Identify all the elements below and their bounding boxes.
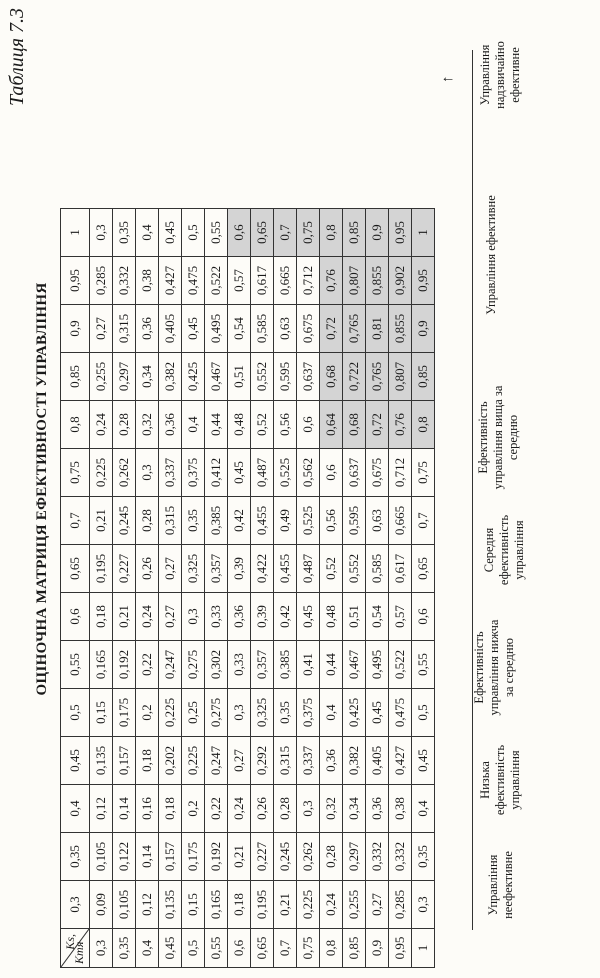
value-cell: 0,45: [297, 593, 320, 641]
value-cell: 0,25: [182, 689, 205, 737]
value-cell: 0,165: [205, 881, 228, 929]
value-cell: 0,552: [251, 353, 274, 401]
value-cell: 0,475: [182, 257, 205, 305]
value-cell: 0,28: [274, 785, 297, 833]
value-cell: 0,21: [228, 833, 251, 881]
value-cell: 0,105: [90, 833, 113, 881]
value-cell: 0,225: [90, 449, 113, 497]
column-header: 0,35: [61, 833, 90, 881]
value-cell: 0,52: [251, 401, 274, 449]
value-cell: 0,522: [205, 257, 228, 305]
legend-label-ineffective: Управління неефективне: [486, 851, 515, 919]
value-cell: 0,165: [90, 641, 113, 689]
value-cell: 0,332: [389, 833, 412, 881]
value-cell: 0,21: [274, 881, 297, 929]
value-cell: 0,4: [320, 689, 343, 737]
row-header: 0,8: [320, 929, 343, 968]
value-cell: 0,24: [136, 593, 159, 641]
arrow-icon: ↑: [440, 75, 456, 83]
value-cell: 0,48: [228, 401, 251, 449]
value-cell: 0,325: [251, 689, 274, 737]
value-cell: 0,382: [343, 737, 366, 785]
value-cell: 0,32: [136, 401, 159, 449]
value-cell: 0,6: [228, 209, 251, 257]
value-cell: 0,76: [389, 401, 412, 449]
value-cell: 0,27: [228, 737, 251, 785]
value-cell: 0,255: [90, 353, 113, 401]
value-cell: 0,8: [320, 209, 343, 257]
row-header: 0,4: [136, 929, 159, 968]
legend-label-extremely-effective: Управління надзвичайно ефективне: [478, 41, 522, 109]
value-cell: 0,562: [297, 449, 320, 497]
value-cell: 0,9: [412, 305, 435, 353]
value-cell: 0,55: [412, 641, 435, 689]
value-cell: 0,95: [389, 209, 412, 257]
value-cell: 0,525: [297, 497, 320, 545]
value-cell: 0,22: [136, 641, 159, 689]
row-header: 0,7: [274, 929, 297, 968]
table-row: [228, 209, 251, 968]
value-cell: 0,75: [412, 449, 435, 497]
value-cell: 0,712: [389, 449, 412, 497]
value-cell: 0,39: [251, 593, 274, 641]
column-header: 0,7: [61, 497, 90, 545]
value-cell: 0,45: [182, 305, 205, 353]
table-row: [251, 209, 274, 968]
value-cell: 0,26: [136, 545, 159, 593]
value-cell: 0,49: [274, 497, 297, 545]
value-cell: 0,195: [251, 881, 274, 929]
table-row: [274, 209, 297, 968]
value-cell: 0,467: [343, 641, 366, 689]
row-header: 0,95: [389, 929, 412, 968]
value-cell: 0,495: [205, 305, 228, 353]
value-cell: 0,427: [389, 737, 412, 785]
value-cell: 0,3: [90, 209, 113, 257]
value-cell: 0,455: [251, 497, 274, 545]
value-cell: 0,135: [159, 881, 182, 929]
value-cell: 0,722: [343, 353, 366, 401]
value-cell: 0,422: [251, 545, 274, 593]
value-cell: 0,247: [159, 641, 182, 689]
table-row: [389, 209, 412, 968]
value-cell: 0,34: [343, 785, 366, 833]
value-cell: 0,14: [136, 833, 159, 881]
value-cell: 0,9: [366, 209, 389, 257]
value-cell: 0,2: [182, 785, 205, 833]
value-cell: 0,4: [182, 401, 205, 449]
row-header: 0,55: [205, 929, 228, 968]
value-cell: 0,14: [113, 785, 136, 833]
value-cell: 0,3: [412, 881, 435, 929]
value-cell: 0,85: [343, 209, 366, 257]
value-cell: 0,675: [366, 449, 389, 497]
value-cell: 0,42: [228, 497, 251, 545]
value-cell: 0,427: [159, 257, 182, 305]
value-cell: 0,3: [228, 689, 251, 737]
value-cell: 0,2: [136, 689, 159, 737]
value-cell: 0,21: [90, 497, 113, 545]
value-cell: 0,4: [412, 785, 435, 833]
value-cell: 0,285: [389, 881, 412, 929]
legend-label-low: Низька ефективність управління: [478, 744, 522, 816]
value-cell: 0,5: [412, 689, 435, 737]
value-cell: 0,375: [182, 449, 205, 497]
value-cell: 0,54: [366, 593, 389, 641]
value-cell: 0,262: [113, 449, 136, 497]
value-cell: 0,325: [182, 545, 205, 593]
value-cell: 0,337: [159, 449, 182, 497]
value-cell: 0,24: [228, 785, 251, 833]
value-cell: 0,332: [366, 833, 389, 881]
table-row: [366, 209, 389, 968]
value-cell: 0,6: [320, 449, 343, 497]
column-header: 1: [61, 209, 90, 257]
value-cell: 0,26: [251, 785, 274, 833]
value-cell: 0,585: [251, 305, 274, 353]
value-cell: 0,3: [182, 593, 205, 641]
value-cell: 0,637: [297, 353, 320, 401]
value-cell: 0,765: [366, 353, 389, 401]
value-cell: 0,68: [320, 353, 343, 401]
value-cell: 0,55: [205, 209, 228, 257]
value-cell: 0,467: [205, 353, 228, 401]
value-cell: 0,175: [113, 689, 136, 737]
table-row: [159, 209, 182, 968]
table-row: [136, 209, 159, 968]
value-cell: 0,357: [251, 641, 274, 689]
value-cell: 0,405: [159, 305, 182, 353]
value-cell: 0,525: [274, 449, 297, 497]
table-title: ОЦІНОЧНА МАТРИЦЯ ЕФЕКТИВНОСТІ УПРАВЛІННЯ: [34, 282, 50, 696]
value-cell: 0,36: [320, 737, 343, 785]
value-cell: 0,675: [297, 305, 320, 353]
value-cell: 0,12: [136, 881, 159, 929]
value-cell: 0,15: [182, 881, 205, 929]
value-cell: 0,15: [90, 689, 113, 737]
value-cell: 0,585: [366, 545, 389, 593]
value-cell: 0,595: [274, 353, 297, 401]
value-cell: 0,24: [320, 881, 343, 929]
value-cell: 0,285: [90, 257, 113, 305]
row-header: 0,75: [297, 929, 320, 968]
value-cell: 0,35: [412, 833, 435, 881]
row-header: 0,9: [366, 929, 389, 968]
value-cell: 0,297: [113, 353, 136, 401]
value-cell: 0,255: [343, 881, 366, 929]
value-cell: 0,38: [389, 785, 412, 833]
value-cell: 0,375: [297, 689, 320, 737]
value-cell: 0,665: [389, 497, 412, 545]
value-cell: 0,332: [113, 257, 136, 305]
value-cell: 0,425: [182, 353, 205, 401]
value-cell: 0,34: [136, 353, 159, 401]
legend-label-average: Середня ефективність управління: [482, 514, 526, 586]
kty-label: Kтя: [72, 941, 86, 964]
value-cell: 0,595: [343, 497, 366, 545]
table-row: [205, 209, 228, 968]
value-cell: 0,65: [251, 209, 274, 257]
value-cell: 0,28: [320, 833, 343, 881]
value-cell: 0,807: [343, 257, 366, 305]
value-cell: 0,36: [228, 593, 251, 641]
value-cell: 0,617: [389, 545, 412, 593]
value-cell: 0,315: [274, 737, 297, 785]
value-cell: 0,245: [113, 497, 136, 545]
column-header: 0,6: [61, 593, 90, 641]
value-cell: 0,275: [205, 689, 228, 737]
value-cell: 0,175: [182, 833, 205, 881]
value-cell: 0,227: [113, 545, 136, 593]
value-cell: 0,85: [412, 353, 435, 401]
value-cell: 0,245: [274, 833, 297, 881]
value-cell: 0,54: [228, 305, 251, 353]
value-cell: 0,27: [159, 593, 182, 641]
value-cell: 0,63: [274, 305, 297, 353]
value-cell: 0,385: [205, 497, 228, 545]
value-cell: 0,475: [389, 689, 412, 737]
value-cell: 0,7: [412, 497, 435, 545]
legend-label-above-average: Ефективність управління вища за середню: [476, 385, 520, 490]
value-cell: 0,44: [320, 641, 343, 689]
column-header: 0,45: [61, 737, 90, 785]
value-cell: 0,28: [113, 401, 136, 449]
value-cell: 0,552: [343, 545, 366, 593]
value-cell: 0,75: [297, 209, 320, 257]
value-cell: 0,7: [274, 209, 297, 257]
value-cell: 0,18: [159, 785, 182, 833]
value-cell: 0,56: [320, 497, 343, 545]
value-cell: 0,33: [205, 593, 228, 641]
value-cell: 0,385: [274, 641, 297, 689]
value-cell: 1: [412, 209, 435, 257]
value-cell: 0,5: [182, 209, 205, 257]
value-cell: 0,52: [320, 545, 343, 593]
value-cell: 0,382: [159, 353, 182, 401]
value-cell: 0,297: [343, 833, 366, 881]
value-cell: 0,36: [136, 305, 159, 353]
row-header: 0,6: [228, 929, 251, 968]
row-header: 0,3: [90, 929, 113, 968]
value-cell: 0,81: [366, 305, 389, 353]
value-cell: 0,902: [389, 257, 412, 305]
value-cell: 0,337: [297, 737, 320, 785]
value-cell: 0,712: [297, 257, 320, 305]
value-cell: 0,262: [297, 833, 320, 881]
table-caption: Таблиця 7.3: [6, 8, 28, 106]
value-cell: 0,12: [90, 785, 113, 833]
column-header: 0,3: [61, 881, 90, 929]
value-cell: 0,09: [90, 881, 113, 929]
value-cell: 0,412: [205, 449, 228, 497]
value-cell: 0,225: [182, 737, 205, 785]
value-cell: 0,63: [366, 497, 389, 545]
value-cell: 0,202: [159, 737, 182, 785]
table-row: [113, 209, 136, 968]
value-cell: 0,227: [251, 833, 274, 881]
value-cell: 0,807: [389, 353, 412, 401]
value-cell: 0,45: [366, 689, 389, 737]
value-cell: 0,105: [113, 881, 136, 929]
value-cell: 0,64: [320, 401, 343, 449]
value-cell: 0,76: [320, 257, 343, 305]
legend-line: [472, 50, 473, 930]
row-header: 1: [412, 929, 435, 968]
column-header: 0,95: [61, 257, 90, 305]
value-cell: 0,51: [343, 593, 366, 641]
value-cell: 0,855: [389, 305, 412, 353]
value-cell: 0,6: [412, 593, 435, 641]
value-cell: 0,225: [297, 881, 320, 929]
value-cell: 0,38: [136, 257, 159, 305]
value-cell: 0,522: [389, 641, 412, 689]
value-cell: 0,24: [90, 401, 113, 449]
value-cell: 0,42: [274, 593, 297, 641]
value-cell: 0,122: [113, 833, 136, 881]
ks-label: Ks,: [63, 934, 77, 950]
column-header: 0,65: [61, 545, 90, 593]
table-row: [412, 209, 435, 968]
value-cell: 0,57: [228, 257, 251, 305]
value-cell: 0,665: [274, 257, 297, 305]
row-header: 0,45: [159, 929, 182, 968]
table-row: [320, 209, 343, 968]
table-row: [182, 209, 205, 968]
value-cell: 0,18: [90, 593, 113, 641]
value-cell: 0,48: [320, 593, 343, 641]
value-cell: 0,65: [412, 545, 435, 593]
value-cell: 0,192: [205, 833, 228, 881]
row-header: 0,5: [182, 929, 205, 968]
value-cell: 0,275: [182, 641, 205, 689]
row-header: 0,35: [113, 929, 136, 968]
value-cell: 0,3: [297, 785, 320, 833]
column-header: 0,9: [61, 305, 90, 353]
corner-cell: [61, 929, 90, 968]
value-cell: 0,315: [159, 497, 182, 545]
table-row: [297, 209, 320, 968]
value-cell: 0,315: [113, 305, 136, 353]
value-cell: 0,44: [205, 401, 228, 449]
legend-label-effective: Управління ефективне: [484, 195, 498, 315]
value-cell: 0,39: [228, 545, 251, 593]
column-header: 0,85: [61, 353, 90, 401]
value-cell: 0,36: [366, 785, 389, 833]
value-cell: 0,35: [113, 209, 136, 257]
value-cell: 0,35: [182, 497, 205, 545]
value-cell: 0,95: [412, 257, 435, 305]
value-cell: 0,637: [343, 449, 366, 497]
column-header: 0,55: [61, 641, 90, 689]
value-cell: 0,3: [136, 449, 159, 497]
row-header: 0,65: [251, 929, 274, 968]
value-cell: 0,36: [159, 401, 182, 449]
value-cell: 0,21: [113, 593, 136, 641]
value-cell: 0,18: [228, 881, 251, 929]
column-header: 0,5: [61, 689, 90, 737]
value-cell: 0,225: [159, 689, 182, 737]
value-cell: 0,292: [251, 737, 274, 785]
value-cell: 0,4: [136, 209, 159, 257]
value-cell: 0,157: [113, 737, 136, 785]
value-cell: 0,45: [412, 737, 435, 785]
value-cell: 0,45: [228, 449, 251, 497]
value-cell: 0,27: [159, 545, 182, 593]
value-cell: 0,157: [159, 833, 182, 881]
value-cell: 0,487: [297, 545, 320, 593]
table-row: [343, 209, 366, 968]
table-row: [90, 209, 113, 968]
value-cell: 0,56: [274, 401, 297, 449]
value-cell: 0,33: [228, 641, 251, 689]
value-cell: 0,72: [366, 401, 389, 449]
value-cell: 0,192: [113, 641, 136, 689]
value-cell: 0,27: [366, 881, 389, 929]
value-cell: 0,27: [90, 305, 113, 353]
value-cell: 0,41: [297, 641, 320, 689]
value-cell: 0,35: [274, 689, 297, 737]
value-cell: 0,357: [205, 545, 228, 593]
value-cell: 0,495: [366, 641, 389, 689]
value-cell: 0,18: [136, 737, 159, 785]
column-header: 0,8: [61, 401, 90, 449]
value-cell: 0,68: [343, 401, 366, 449]
value-cell: 0,22: [205, 785, 228, 833]
legend-label-below-average: Ефективність управління нижча за середню: [472, 619, 516, 716]
value-cell: 0,425: [343, 689, 366, 737]
value-cell: 0,617: [251, 257, 274, 305]
value-cell: 0,6: [297, 401, 320, 449]
value-cell: 0,32: [320, 785, 343, 833]
efficiency-matrix-table: [60, 208, 435, 968]
value-cell: 0,455: [274, 545, 297, 593]
value-cell: 0,247: [205, 737, 228, 785]
value-cell: 0,28: [136, 497, 159, 545]
value-cell: 0,405: [366, 737, 389, 785]
value-cell: 0,51: [228, 353, 251, 401]
value-cell: 0,765: [343, 305, 366, 353]
row-header: 0,85: [343, 929, 366, 968]
value-cell: 0,16: [136, 785, 159, 833]
value-cell: 0,302: [205, 641, 228, 689]
value-cell: 0,855: [366, 257, 389, 305]
value-cell: 0,57: [389, 593, 412, 641]
value-cell: 0,8: [412, 401, 435, 449]
value-cell: 0,72: [320, 305, 343, 353]
value-cell: 0,487: [251, 449, 274, 497]
column-header: 0,4: [61, 785, 90, 833]
column-header: 0,75: [61, 449, 90, 497]
value-cell: 0,195: [90, 545, 113, 593]
value-cell: 0,45: [159, 209, 182, 257]
value-cell: 0,135: [90, 737, 113, 785]
